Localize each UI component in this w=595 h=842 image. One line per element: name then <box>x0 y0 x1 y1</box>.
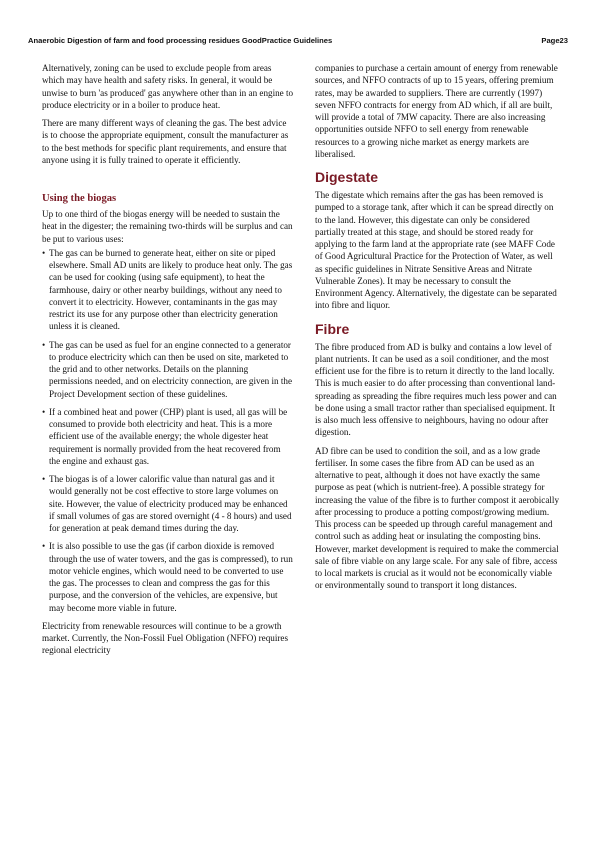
paragraph-electricity-market: Electricity from renewable resources will continue to be a growth market. Currently, the Non-Fossil Fuel Obligation (NFFO) requires regional electricity <box>42 620 289 656</box>
bullet-marker: • <box>42 541 46 552</box>
paragraph-gas-cleaning: There are many different ways of cleaning the gas. The best advice is to choose the appropriate equipment, consult the manufacturer as to the best methods for specific plant requirements, and ensure that anyone using it is fully trained to operate it efficiently. <box>42 118 289 165</box>
paragraph-fibre-2: AD fibre can be used to condition the soil, and as a low grade fertiliser. In some cases the fibre from AD can be used as an alternative to peat, although it does not have exactly the same purpose as peat (which is nutrient-free). A possible strategy for increasing the value of the fibre is to further compost it aerobically after processing to produce a potting compost/growing medium. This process can be speeded up through careful management and control such as adding heat or insulating the composting bins. However, market development is required to make the commercial sale of fibre viable on any large scale. For any sale of fibre, access to local markets is crucial as it would not be economically viable or environmentally sound to transport it long distances. <box>315 445 560 591</box>
list-item-text: It is also possible to use the gas (if carbon dioxide is removed through the use of water towers, and the gas is compressed), to run motor vehicle engines, which would need to be converted to use the gas. The processes to clean and compress the gas for this purpose, and the conversion of the vehicles, are expensive, but may become more viable in future. <box>49 541 293 613</box>
bullet-marker: • <box>42 247 46 258</box>
list-item-text: If a combined heat and power (CHP) plant is used, all gas will be consumed to provide both electricity and heat. This is a more efficient use of the available energy; the whole digester heat requirement is normally provided from the heat recovered from the engine and exhaust gas. <box>49 406 288 466</box>
list-item <box>42 406 294 467</box>
list-item <box>42 247 294 333</box>
heading-digestate: Digestate <box>315 169 379 185</box>
running-header <box>28 36 568 48</box>
paragraph-digestate: The digestate which remains after the gas has been removed is pumped to a storage tank, after which it can be spread directly on to the land. However, this digestate can only be considered partially treated at this stage, and should be stored ready for applying to the farm land at the appropriate rate (see MAFF Code of Good Agricultural Practice for the Protection of Water, as well as specific guidelines in Nitrate Sensitive Areas and Nitrate Vulnerable Zones). It may be necessary to consult the Environment Agency. Alternatively, the digestate can be separated into fibre and liquor. <box>315 190 557 311</box>
biogas-uses-list <box>42 247 294 614</box>
right-column <box>315 62 560 598</box>
list-item <box>42 540 294 614</box>
list-item-text: The gas can be burned to generate heat, either on site or piped elsewhere. Small AD units are likely to produce heat only. The gas can be used for cooking (using safe equipment), to heat the farmhouse, dairy or other nearby buildings, without any need to convert it to electricity. However, contaminants in the gas may restrict its use for any purpose other than electricity generation unless it is cleaned. <box>49 247 293 332</box>
bullet-marker: • <box>42 339 46 350</box>
list-item-text: The biogas is of a lower calorific value than natural gas and it would generally not be cost effective to store large volumes on site. However, the value of electricity produced may be enhanced if small volumes of gas are stored overnight (4 - 8 hours) and used for generation at peak demand times during the day. <box>49 474 292 533</box>
paragraph-biogas-intro: Up to one third of the biogas energy will be needed to sustain the heat in the digester; the remaining two-thirds will be surplus and can be put to various uses: <box>42 209 293 244</box>
bullet-marker: • <box>42 406 46 417</box>
heading-using-the-biogas: Using the biogas <box>42 193 117 204</box>
paragraph-nffo: companies to purchase a certain amount of energy from renewable sources, and NFFO contracts of up to 15 years, offering premium rates, may be awarded to suppliers. There are currently (1997) seven NFFO contracts for energy from AD which, if all are built, will provide a total of 7MW capacity. There are also increasing opportunities outside NFFO to sell energy from renewable resources to a growing niche market as energy markets are liberalised. <box>315 63 558 159</box>
paragraph-zoning: Alternatively, zoning can be used to exclude people from areas which may have health and safety risks. In general, it would be unwise to burn 'as produced' gas anywhere other than in an engine to produce electricity or in a boiler to produce heat. <box>42 63 294 110</box>
list-item-text: The gas can be used as fuel for an engine connected to a generator to produce electricity which can then be used on site, marketed to the grid and to other networks. Details on the planning permissions needed, and on electricity connection, are given in the Project Development section of these guidelines. <box>49 339 292 399</box>
paragraph-fibre-1: The fibre produced from AD is bulky and contains a low level of plant nutrients. It can be used as a soil conditioner, and the most efficient use for the fibre is to return it directly to the land locally. This is much easier to do after processing than conventional land-spreading as spreading the fibre requires much less power and can be done using a small tractor rather than specialised equipment. It is also much less offensive to neighbours, having no odour after digestion. <box>315 341 557 438</box>
heading-fibre: Fibre <box>315 320 350 337</box>
list-item <box>42 473 294 534</box>
header-title: Anaerobic Digestion of farm and food processing residues GoodPractice Guidelines <box>28 36 333 45</box>
list-item <box>42 339 294 400</box>
left-column <box>42 62 294 663</box>
bullet-marker: • <box>42 474 46 484</box>
page-number: Page23 <box>541 36 568 45</box>
